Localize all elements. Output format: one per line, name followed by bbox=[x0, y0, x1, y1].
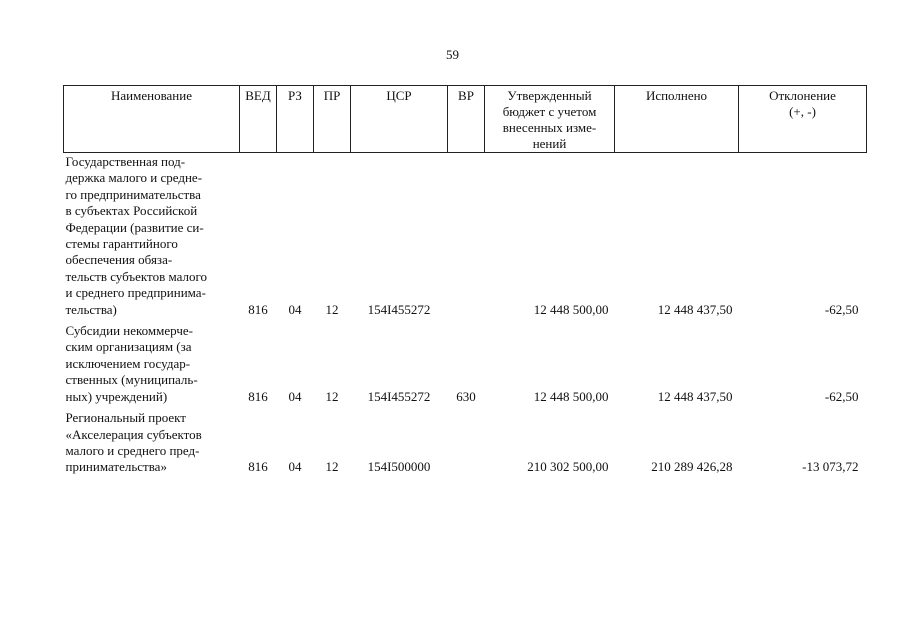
row-ved: 816 bbox=[248, 301, 268, 317]
budget-execution-table bbox=[63, 85, 867, 476]
row-ved: 816 bbox=[248, 388, 268, 404]
header-ved: ВЕД bbox=[240, 86, 277, 153]
header-rz: РЗ bbox=[277, 86, 314, 153]
row-executed: 12 448 437,50 bbox=[657, 388, 733, 404]
row-vr bbox=[448, 405, 485, 476]
row-ved: 816 bbox=[248, 459, 268, 475]
row-vr bbox=[448, 153, 485, 319]
row-name: Региональный проект «Акселерация субъектов малого и среднего пред- принимательства» bbox=[65, 410, 202, 475]
row-rz: 04 bbox=[288, 459, 302, 475]
table-row bbox=[64, 318, 867, 405]
row-name: Субсидии некоммерче- ским организациям (за исключением государ- ственных (муниципаль- ных) учреждений) bbox=[65, 323, 198, 404]
header-csr: ЦСР bbox=[351, 86, 448, 153]
table-row bbox=[64, 153, 867, 319]
header-name: Наименование bbox=[64, 86, 240, 153]
page-number: 59 bbox=[446, 47, 459, 62]
row-vr: 630 bbox=[456, 388, 476, 404]
row-pr: 12 bbox=[325, 388, 339, 404]
row-deviation: -62,50 bbox=[824, 388, 859, 404]
header-pr: ПР bbox=[314, 86, 351, 153]
row-approved: 210 302 500,00 bbox=[527, 459, 609, 475]
row-executed: 12 448 437,50 bbox=[657, 301, 733, 317]
header-approved-budget: Утвержденный бюджет с учетом внесенных изме- нений bbox=[485, 86, 615, 153]
row-csr: 154I455272 bbox=[367, 301, 431, 317]
table-header-row bbox=[64, 86, 867, 153]
header-deviation: Отклонение (+, -) bbox=[739, 86, 867, 153]
row-rz: 04 bbox=[288, 301, 302, 317]
row-pr: 12 bbox=[325, 301, 339, 317]
row-csr: 154I455272 bbox=[367, 388, 431, 404]
row-name: Государственная под- держка малого и средне- го предпринимательства в субъектах Российской Федерации (развитие си- стемы гарантийного обеспечения обяза- тельств субъектов малого и среднего предпринима- тельства) bbox=[65, 154, 207, 317]
header-executed: Исполнено bbox=[615, 86, 739, 153]
row-executed: 210 289 426,28 bbox=[651, 459, 733, 475]
row-approved: 12 448 500,00 bbox=[533, 301, 609, 317]
row-deviation: -13 073,72 bbox=[802, 459, 859, 475]
table-row bbox=[64, 405, 867, 476]
row-approved: 12 448 500,00 bbox=[533, 388, 609, 404]
header-vr: ВР bbox=[448, 86, 485, 153]
row-csr: 154I500000 bbox=[367, 459, 431, 475]
row-rz: 04 bbox=[288, 388, 302, 404]
row-deviation: -62,50 bbox=[824, 301, 859, 317]
row-pr: 12 bbox=[325, 459, 339, 475]
